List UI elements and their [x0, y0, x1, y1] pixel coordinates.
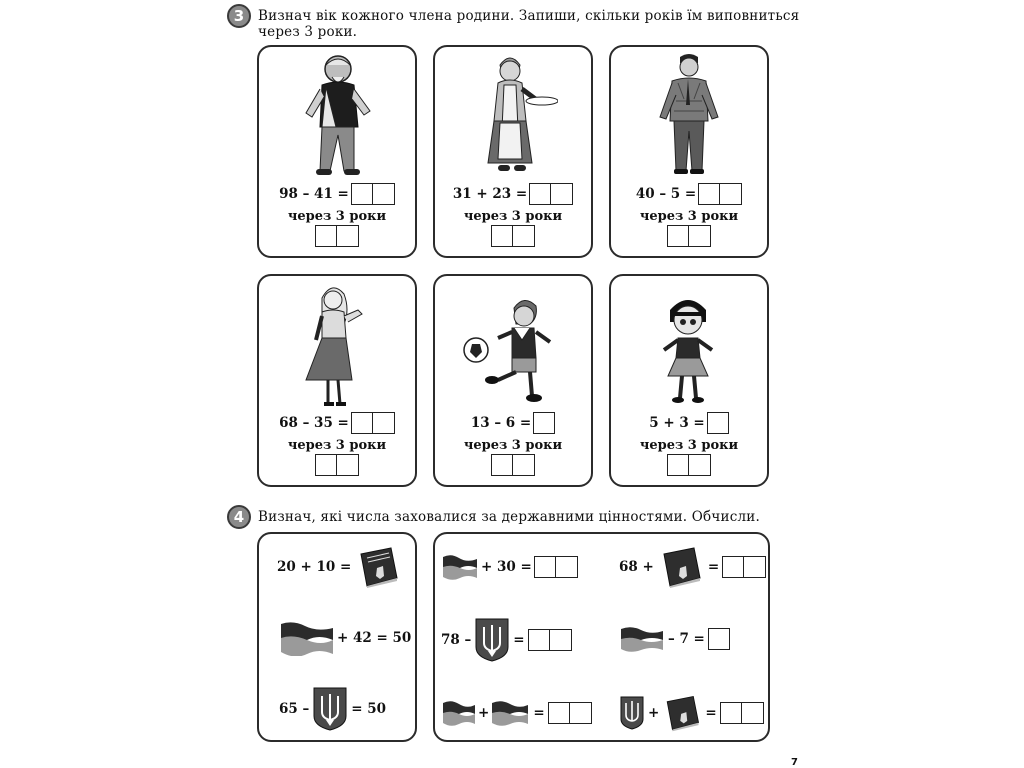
equation-part: + 30 =	[481, 559, 532, 575]
age-equation	[259, 412, 415, 434]
plus-sign: +	[648, 705, 660, 721]
answer-cell[interactable]	[351, 412, 373, 434]
family-card-girl	[609, 274, 769, 487]
answer-cell[interactable]	[513, 454, 535, 476]
task-number-badge	[227, 4, 251, 28]
answer-boxes[interactable]	[548, 702, 592, 724]
answer-cell[interactable]	[570, 702, 592, 724]
symbol-equation	[619, 693, 764, 733]
in-three-years-label: через 3 роки	[463, 209, 563, 224]
answer-boxes[interactable]	[529, 183, 573, 205]
trident-coat-of-arms-icon	[619, 695, 645, 731]
answer-boxes[interactable]	[534, 556, 578, 578]
equals-sign: =	[705, 705, 717, 721]
answer-cell[interactable]	[337, 454, 359, 476]
answer-cell[interactable]	[720, 183, 742, 205]
task-instruction: Визнач, які числа заховалися за державними цінностями. Обчисли.	[258, 509, 760, 525]
answer-cell[interactable]	[722, 556, 744, 578]
flag-icon	[441, 699, 477, 727]
trident-coat-of-arms-icon	[312, 686, 348, 732]
future-age-boxes[interactable]	[435, 454, 591, 476]
instruction-line: через 3 роки.	[258, 24, 358, 40]
answer-cell[interactable]	[742, 702, 764, 724]
equation-part: 68 +	[619, 559, 654, 575]
answer-cell[interactable]	[534, 556, 556, 578]
answer-cell[interactable]	[533, 412, 555, 434]
symbol-equation	[441, 553, 578, 581]
equation-part: =	[513, 632, 525, 648]
symbol-equation	[619, 546, 766, 588]
girl-illustration	[611, 276, 767, 414]
answer-cell[interactable]	[491, 454, 513, 476]
answer-cell[interactable]	[667, 454, 689, 476]
constitution-book-icon	[662, 693, 702, 733]
equation-part: 78 –	[441, 632, 472, 648]
equation-part: + 42 = 50	[337, 630, 412, 646]
in-three-years-label: через 3 роки	[287, 209, 387, 224]
future-age-boxes[interactable]	[259, 454, 415, 476]
constitution-book-icon	[355, 546, 401, 588]
age-equation	[611, 183, 767, 205]
answer-boxes[interactable]	[720, 702, 764, 724]
equation-expression: 98 – 41 =	[279, 186, 349, 202]
equation-part: 65 –	[279, 701, 310, 717]
in-three-years-label: через 3 роки	[639, 438, 739, 453]
answer-cell[interactable]	[529, 183, 551, 205]
answer-cell[interactable]	[351, 183, 373, 205]
answer-cell[interactable]	[551, 183, 573, 205]
equation-expression: 31 + 23 =	[452, 186, 528, 202]
family-card-grandmother	[433, 45, 593, 258]
future-age-boxes[interactable]	[611, 225, 767, 247]
task-number: 4	[233, 508, 245, 526]
grandfather-illustration	[259, 47, 415, 185]
equation-expression: 68 – 35 =	[279, 415, 349, 431]
equation-expression: 13 – 6 =	[470, 415, 532, 431]
answer-cell[interactable]	[689, 454, 711, 476]
answer-boxes[interactable]	[722, 556, 766, 578]
answer-cell[interactable]	[513, 225, 535, 247]
answer-cell[interactable]	[720, 702, 742, 724]
answer-cell[interactable]	[707, 412, 729, 434]
family-card-boy	[433, 274, 593, 487]
answer-cell[interactable]	[708, 628, 730, 650]
answer-boxes[interactable]	[351, 183, 395, 205]
family-card-mother	[257, 274, 417, 487]
equation-part: 20 + 10 =	[277, 559, 352, 575]
task-instruction	[258, 8, 799, 40]
age-equation	[611, 412, 767, 434]
grandmother-illustration	[435, 47, 591, 185]
equation-expression: 5 + 3 =	[649, 415, 705, 431]
answer-boxes[interactable]	[533, 412, 555, 434]
instruction-line: Визнач вік кожного члена родини. Запиши, скільки років їм виповниться	[258, 8, 800, 24]
answer-cell[interactable]	[315, 225, 337, 247]
future-age-boxes[interactable]	[435, 225, 591, 247]
symbol-equation	[441, 699, 592, 727]
equation-part: – 7 =	[668, 631, 705, 647]
in-three-years-label: через 3 роки	[639, 209, 739, 224]
answer-boxes[interactable]	[708, 628, 730, 650]
answer-cell[interactable]	[337, 225, 359, 247]
family-card-grandfather	[257, 45, 417, 258]
family-card-father	[609, 45, 769, 258]
future-age-boxes[interactable]	[611, 454, 767, 476]
constitution-book-icon	[658, 546, 704, 588]
answer-cell[interactable]	[528, 629, 550, 651]
equation-part: = 50	[351, 701, 387, 717]
age-equation	[435, 183, 591, 205]
answer-cell[interactable]	[698, 183, 720, 205]
future-age-boxes[interactable]	[259, 225, 415, 247]
answer-boxes[interactable]	[698, 183, 742, 205]
flag-icon	[441, 553, 479, 581]
task-number-badge	[227, 505, 251, 529]
answer-boxes[interactable]	[351, 412, 395, 434]
equation-expression: 40 – 5 =	[635, 186, 697, 202]
answer-boxes[interactable]	[707, 412, 729, 434]
answer-boxes[interactable]	[528, 629, 572, 651]
answer-cell[interactable]	[556, 556, 578, 578]
equation-part: =	[707, 559, 720, 575]
symbol-equation	[277, 546, 401, 588]
answer-cell[interactable]	[373, 412, 395, 434]
answer-cell[interactable]	[550, 629, 572, 651]
answer-cell[interactable]	[491, 225, 513, 247]
plus-sign: +	[478, 705, 490, 721]
age-equation	[259, 183, 415, 205]
boy-with-ball-illustration	[435, 276, 591, 414]
trident-coat-of-arms-icon	[474, 617, 510, 663]
answer-cell[interactable]	[373, 183, 395, 205]
answer-cell[interactable]	[315, 454, 337, 476]
answer-cell[interactable]	[744, 556, 766, 578]
symbol-equation	[619, 625, 730, 653]
equals-sign: =	[533, 705, 545, 721]
flag-icon	[490, 699, 530, 727]
symbol-equation	[279, 686, 386, 732]
mother-illustration	[259, 276, 415, 414]
symbol-equation	[441, 617, 572, 663]
task-number: 3	[233, 7, 245, 25]
answer-cell[interactable]	[689, 225, 711, 247]
father-illustration	[611, 47, 767, 185]
flag-icon	[619, 625, 665, 653]
page-number: 7	[791, 757, 798, 768]
answer-cell[interactable]	[667, 225, 689, 247]
answer-cell[interactable]	[548, 702, 570, 724]
flag-icon	[279, 620, 335, 656]
age-equation	[435, 412, 591, 434]
in-three-years-label: через 3 роки	[463, 438, 563, 453]
symbol-equation	[279, 620, 411, 656]
in-three-years-label: через 3 роки	[287, 438, 387, 453]
